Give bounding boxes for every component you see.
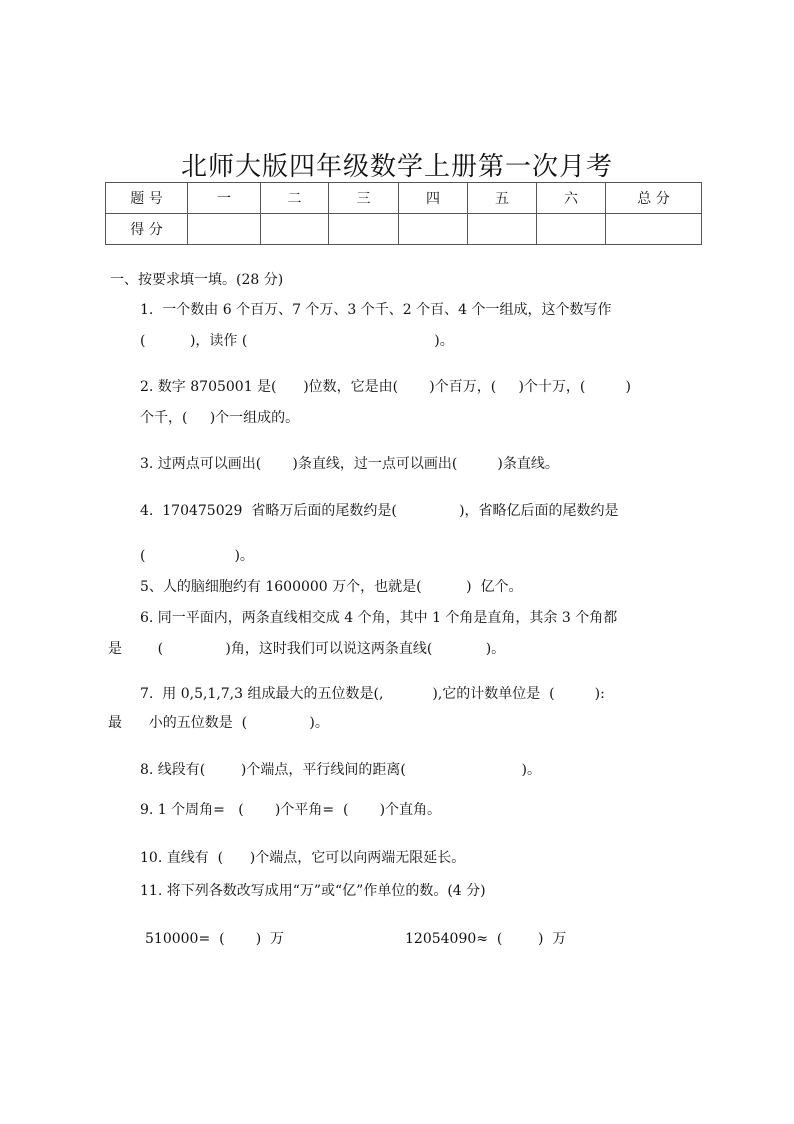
header-cell: 总 分: [606, 183, 702, 214]
score-cell[interactable]: [468, 214, 537, 245]
section-heading: 一、按要求填一填。(28 分): [110, 272, 284, 288]
page-title: 北师大版四年级数学上册第一次月考: [180, 152, 613, 182]
question-6-line-2: 是 ( )角，这时我们可以说这两条直线( )。: [108, 641, 506, 657]
score-cell[interactable]: [188, 214, 261, 245]
question-11: 11. 将下列各数改写成用“万”或“亿”作单位的数。(4 分): [140, 883, 486, 899]
header-cell: 题 号: [106, 183, 188, 214]
row-label-cell: 得 分: [106, 214, 188, 245]
score-table: [105, 182, 702, 245]
score-table-score-row: [106, 214, 702, 245]
question-4-line-1: 4. 170475029 省略万后面的尾数约是( )，省略亿后面的尾数约是: [140, 503, 619, 519]
question-5: 5、人的脑细胞约有 1600000 万个，也就是( ) 亿个。: [140, 579, 523, 595]
question-1-line-1: 1. 一个数由 6 个百万、7 个万、3 个千、2 个百、4 个一组成，这个数写作: [140, 302, 612, 318]
score-cell[interactable]: [329, 214, 399, 245]
question-11-item-b: 12054090≈ ( ) 万: [405, 931, 567, 947]
question-3: 3. 过两点可以画出( )条直线，过一点可以画出( )条直线。: [140, 456, 559, 472]
question-2-line-2: 个千，( )个一组成的。: [140, 410, 300, 426]
header-cell: 三: [329, 183, 399, 214]
header-cell: 六: [537, 183, 606, 214]
question-6-line-1: 6. 同一平面内，两条直线相交成 4 个角，其中 1 个角是直角，其余 3 个角都: [140, 610, 618, 626]
score-cell[interactable]: [606, 214, 702, 245]
score-cell[interactable]: [261, 214, 329, 245]
header-cell: 五: [468, 183, 537, 214]
question-2-line-1: 2. 数字 8705001 是( )位数，它是由( )个百万，( )个十万，( ): [140, 379, 631, 395]
question-7-line-1: 7. 用 0,5,1,7,3 组成最大的五位数是(, ),它的计数单位是 ( ):: [140, 686, 605, 702]
question-11-item-a: 510000= ( ) 万: [145, 931, 285, 947]
score-table-header-row: [106, 183, 702, 214]
question-8: 8. 线段有( )个端点，平行线间的距离( )。: [140, 762, 541, 778]
question-10: 10. 直线有 ( )个端点，它可以向两端无限延长。: [140, 850, 466, 866]
header-cell: 一: [188, 183, 261, 214]
question-4-line-2: ( )。: [140, 548, 254, 564]
header-cell: 二: [261, 183, 329, 214]
score-cell[interactable]: [537, 214, 606, 245]
question-7-line-2: 最 小的五位数是 ( )。: [108, 715, 329, 731]
question-1-line-2: ( )，读作 ( )。: [140, 333, 454, 349]
score-cell[interactable]: [399, 214, 468, 245]
question-9: 9. 1 个周角= ( )个平角= ( )个直角。: [140, 802, 442, 818]
header-cell: 四: [399, 183, 468, 214]
